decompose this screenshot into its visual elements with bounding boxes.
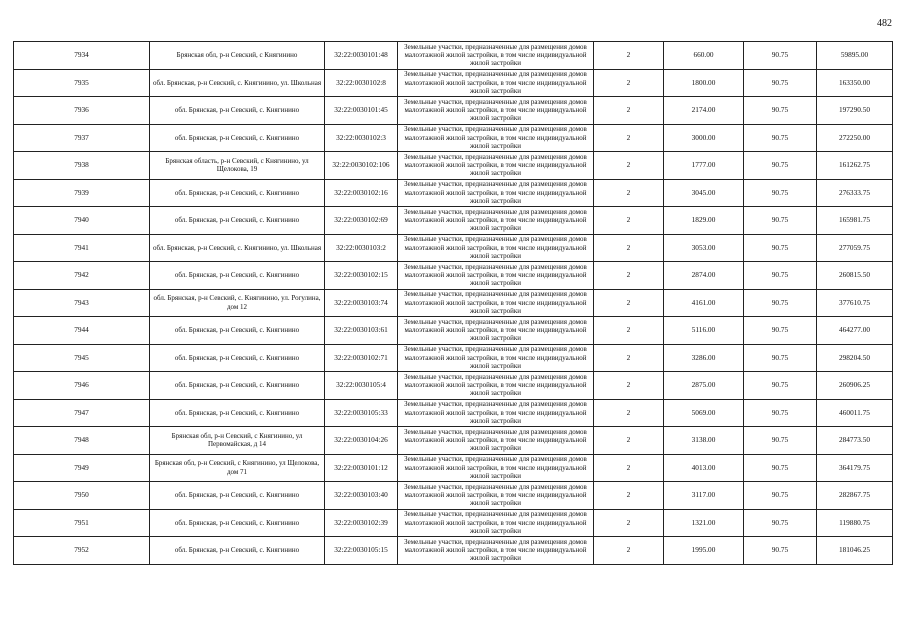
table-row	[14, 427, 893, 455]
address-cell: обл. Брянская, р-н Севский, с. Княгинино	[150, 344, 325, 372]
group-cell: 2	[594, 509, 664, 537]
table-row	[14, 124, 893, 152]
cadastral-value-cell: 284773.50	[817, 427, 893, 455]
land-use-cell: Земельные участки, предназначенные для размещения домов малоэтажной жилой застройки, в том числе индивидуальной жилой застройки	[398, 152, 594, 180]
group-cell: 2	[594, 372, 664, 400]
land-use-cell: Земельные участки, предназначенные для размещения домов малоэтажной жилой застройки, в том числе индивидуальной жилой застройки	[398, 207, 594, 235]
land-use-cell: Земельные участки, предназначенные для размещения домов малоэтажной жилой застройки, в том числе индивидуальной жилой застройки	[398, 124, 594, 152]
area-cell: 3138.00	[664, 427, 744, 455]
row-number-cell: 7946	[14, 372, 150, 400]
row-number-cell: 7938	[14, 152, 150, 180]
page-number: 482	[877, 18, 892, 29]
land-use-cell: Земельные участки, предназначенные для размещения домов малоэтажной жилой застройки, в том числе индивидуальной жилой застройки	[398, 179, 594, 207]
group-cell: 2	[594, 179, 664, 207]
group-cell: 2	[594, 427, 664, 455]
specific-value-cell: 90.75	[744, 427, 817, 455]
cadastral-value-cell: 377610.75	[817, 289, 893, 317]
row-number-cell: 7951	[14, 509, 150, 537]
cadastral-number-cell: 32:22:0030103:40	[325, 482, 398, 510]
specific-value-cell: 90.75	[744, 42, 817, 70]
address-cell: обл. Брянская, р-н Севский, с. Княгинино	[150, 262, 325, 290]
table-row	[14, 179, 893, 207]
area-cell: 3117.00	[664, 482, 744, 510]
table-row	[14, 454, 893, 482]
group-cell: 2	[594, 289, 664, 317]
row-number-cell: 7936	[14, 97, 150, 125]
area-cell: 1321.00	[664, 509, 744, 537]
cadastral-value-cell: 464277.00	[817, 317, 893, 345]
address-cell: Брянская обл, р-н Севский, с Княгинино, ул Первомайская, д 14	[150, 427, 325, 455]
address-cell: обл. Брянская, р-н Севский, с. Княгинино	[150, 179, 325, 207]
cadastral-value-cell: 276333.75	[817, 179, 893, 207]
cadastral-value-cell: 197290.50	[817, 97, 893, 125]
table-row	[14, 317, 893, 345]
specific-value-cell: 90.75	[744, 399, 817, 427]
cadastral-value-cell: 298204.50	[817, 344, 893, 372]
table-body	[14, 42, 893, 565]
cadastral-number-cell: 32:22:0030102:39	[325, 509, 398, 537]
row-number-cell: 7943	[14, 289, 150, 317]
specific-value-cell: 90.75	[744, 344, 817, 372]
cadastral-value-cell: 277059.75	[817, 234, 893, 262]
group-cell: 2	[594, 482, 664, 510]
row-number-cell: 7941	[14, 234, 150, 262]
cadastral-value-cell: 364179.75	[817, 454, 893, 482]
land-use-cell: Земельные участки, предназначенные для размещения домов малоэтажной жилой застройки, в том числе индивидуальной жилой застройки	[398, 317, 594, 345]
row-number-cell: 7937	[14, 124, 150, 152]
area-cell: 1829.00	[664, 207, 744, 235]
area-cell: 660.00	[664, 42, 744, 70]
area-cell: 2875.00	[664, 372, 744, 400]
cadastral-value-cell: 119880.75	[817, 509, 893, 537]
area-cell: 1800.00	[664, 69, 744, 97]
specific-value-cell: 90.75	[744, 537, 817, 565]
address-cell: Брянская область, р-н Севский, с Княгинино, ул Щелокова, 19	[150, 152, 325, 180]
area-cell: 4013.00	[664, 454, 744, 482]
table-row	[14, 234, 893, 262]
group-cell: 2	[594, 207, 664, 235]
group-cell: 2	[594, 344, 664, 372]
cadastral-value-cell: 282867.75	[817, 482, 893, 510]
cadastral-value-cell: 181046.25	[817, 537, 893, 565]
cadastral-number-cell: 32:22:0030101:48	[325, 42, 398, 70]
land-use-cell: Земельные участки, предназначенные для размещения домов малоэтажной жилой застройки, в том числе индивидуальной жилой застройки	[398, 537, 594, 565]
specific-value-cell: 90.75	[744, 454, 817, 482]
area-cell: 3000.00	[664, 124, 744, 152]
cadastral-value-cell: 161262.75	[817, 152, 893, 180]
cadastral-number-cell: 32:22:0030102:8	[325, 69, 398, 97]
cadastral-number-cell: 32:22:0030102:71	[325, 344, 398, 372]
row-number-cell: 7944	[14, 317, 150, 345]
cadastral-number-cell: 32:22:0030105:15	[325, 537, 398, 565]
address-cell: обл. Брянская, р-н Севский, с. Княгинино	[150, 537, 325, 565]
row-number-cell: 7952	[14, 537, 150, 565]
cadastral-value-table	[13, 41, 893, 565]
cadastral-number-cell: 32:22:0030103:2	[325, 234, 398, 262]
area-cell: 1777.00	[664, 152, 744, 180]
address-cell: обл. Брянская, р-н Севский, с. Княгинино	[150, 124, 325, 152]
land-use-cell: Земельные участки, предназначенные для размещения домов малоэтажной жилой застройки, в том числе индивидуальной жилой застройки	[398, 262, 594, 290]
cadastral-number-cell: 32:22:0030103:61	[325, 317, 398, 345]
specific-value-cell: 90.75	[744, 234, 817, 262]
row-number-cell: 7949	[14, 454, 150, 482]
address-cell: обл. Брянская, р-н Севский, с. Княгинино	[150, 207, 325, 235]
group-cell: 2	[594, 262, 664, 290]
address-cell: обл. Брянская, р-н Севский, с. Княгинино, ул. Школьная	[150, 69, 325, 97]
cadastral-value-cell: 272250.00	[817, 124, 893, 152]
cadastral-number-cell: 32:22:0030102:69	[325, 207, 398, 235]
specific-value-cell: 90.75	[744, 97, 817, 125]
table-row	[14, 42, 893, 70]
land-use-cell: Земельные участки, предназначенные для размещения домов малоэтажной жилой застройки, в том числе индивидуальной жилой застройки	[398, 482, 594, 510]
address-cell: обл. Брянская, р-н Севский, с. Княгинино	[150, 317, 325, 345]
group-cell: 2	[594, 124, 664, 152]
area-cell: 1995.00	[664, 537, 744, 565]
area-cell: 2174.00	[664, 97, 744, 125]
land-use-cell: Земельные участки, предназначенные для размещения домов малоэтажной жилой застройки, в том числе индивидуальной жилой застройки	[398, 427, 594, 455]
cadastral-number-cell: 32:22:0030102:106	[325, 152, 398, 180]
address-cell: обл. Брянская, р-н Севский, с. Княгинино	[150, 509, 325, 537]
table-row	[14, 372, 893, 400]
table-row	[14, 97, 893, 125]
cadastral-value-cell: 260906.25	[817, 372, 893, 400]
table-row	[14, 482, 893, 510]
cadastral-number-cell: 32:22:0030102:15	[325, 262, 398, 290]
specific-value-cell: 90.75	[744, 262, 817, 290]
specific-value-cell: 90.75	[744, 372, 817, 400]
cadastral-number-cell: 32:22:0030103:74	[325, 289, 398, 317]
row-number-cell: 7950	[14, 482, 150, 510]
land-use-cell: Земельные участки, предназначенные для размещения домов малоэтажной жилой застройки, в том числе индивидуальной жилой застройки	[398, 97, 594, 125]
cadastral-value-cell: 59895.00	[817, 42, 893, 70]
land-use-cell: Земельные участки, предназначенные для размещения домов малоэтажной жилой застройки, в том числе индивидуальной жилой застройки	[398, 234, 594, 262]
cadastral-number-cell: 32:22:0030102:16	[325, 179, 398, 207]
land-use-cell: Земельные участки, предназначенные для размещения домов малоэтажной жилой застройки, в том числе индивидуальной жилой застройки	[398, 344, 594, 372]
group-cell: 2	[594, 97, 664, 125]
land-use-cell: Земельные участки, предназначенные для размещения домов малоэтажной жилой застройки, в том числе индивидуальной жилой застройки	[398, 69, 594, 97]
specific-value-cell: 90.75	[744, 124, 817, 152]
table-row	[14, 289, 893, 317]
table-row	[14, 69, 893, 97]
area-cell: 3045.00	[664, 179, 744, 207]
cadastral-number-cell: 32:22:0030104:26	[325, 427, 398, 455]
cadastral-value-cell: 165981.75	[817, 207, 893, 235]
group-cell: 2	[594, 69, 664, 97]
row-number-cell: 7939	[14, 179, 150, 207]
specific-value-cell: 90.75	[744, 179, 817, 207]
table-row	[14, 537, 893, 565]
area-cell: 4161.00	[664, 289, 744, 317]
land-use-cell: Земельные участки, предназначенные для размещения домов малоэтажной жилой застройки, в том числе индивидуальной жилой застройки	[398, 372, 594, 400]
table-row	[14, 399, 893, 427]
address-cell: обл. Брянская, р-н Севский, с. Княгинино	[150, 372, 325, 400]
group-cell: 2	[594, 152, 664, 180]
address-cell: обл. Брянская, р-н Севский, с. Княгинино, ул. Рогулина, дом 12	[150, 289, 325, 317]
cadastral-number-cell: 32:22:0030102:3	[325, 124, 398, 152]
cadastral-number-cell: 32:22:0030105:4	[325, 372, 398, 400]
land-use-cell: Земельные участки, предназначенные для размещения домов малоэтажной жилой застройки, в том числе индивидуальной жилой застройки	[398, 289, 594, 317]
table-row	[14, 344, 893, 372]
area-cell: 2874.00	[664, 262, 744, 290]
area-cell: 3286.00	[664, 344, 744, 372]
row-number-cell: 7942	[14, 262, 150, 290]
cadastral-value-cell: 260815.50	[817, 262, 893, 290]
specific-value-cell: 90.75	[744, 482, 817, 510]
table-row	[14, 509, 893, 537]
specific-value-cell: 90.75	[744, 317, 817, 345]
group-cell: 2	[594, 399, 664, 427]
specific-value-cell: 90.75	[744, 289, 817, 317]
address-cell: обл. Брянская, р-н Севский, с. Княгинино	[150, 482, 325, 510]
group-cell: 2	[594, 317, 664, 345]
table-row	[14, 207, 893, 235]
row-number-cell: 7935	[14, 69, 150, 97]
row-number-cell: 7945	[14, 344, 150, 372]
cadastral-number-cell: 32:22:0030101:12	[325, 454, 398, 482]
row-number-cell: 7934	[14, 42, 150, 70]
cadastral-value-cell: 163350.00	[817, 69, 893, 97]
row-number-cell: 7948	[14, 427, 150, 455]
group-cell: 2	[594, 537, 664, 565]
table-row	[14, 262, 893, 290]
area-cell: 3053.00	[664, 234, 744, 262]
land-use-cell: Земельные участки, предназначенные для размещения домов малоэтажной жилой застройки, в том числе индивидуальной жилой застройки	[398, 454, 594, 482]
specific-value-cell: 90.75	[744, 152, 817, 180]
specific-value-cell: 90.75	[744, 207, 817, 235]
specific-value-cell: 90.75	[744, 509, 817, 537]
address-cell: Брянская обл, р-н Севский, с Княгинино, ул Щелокова, дом 71	[150, 454, 325, 482]
row-number-cell: 7947	[14, 399, 150, 427]
cadastral-value-cell: 460011.75	[817, 399, 893, 427]
group-cell: 2	[594, 454, 664, 482]
area-cell: 5069.00	[664, 399, 744, 427]
land-use-cell: Земельные участки, предназначенные для размещения домов малоэтажной жилой застройки, в том числе индивидуальной жилой застройки	[398, 399, 594, 427]
area-cell: 5116.00	[664, 317, 744, 345]
address-cell: обл. Брянская, р-н Севский, с. Княгинино, ул. Школьная	[150, 234, 325, 262]
address-cell: обл. Брянская, р-н Севский, с. Княгинино	[150, 97, 325, 125]
address-cell: Брянская обл, р-н Севский, с Княгинино	[150, 42, 325, 70]
group-cell: 2	[594, 234, 664, 262]
land-use-cell: Земельные участки, предназначенные для размещения домов малоэтажной жилой застройки, в том числе индивидуальной жилой застройки	[398, 509, 594, 537]
land-use-cell: Земельные участки, предназначенные для размещения домов малоэтажной жилой застройки, в том числе индивидуальной жилой застройки	[398, 42, 594, 70]
group-cell: 2	[594, 42, 664, 70]
specific-value-cell: 90.75	[744, 69, 817, 97]
row-number-cell: 7940	[14, 207, 150, 235]
cadastral-number-cell: 32:22:0030101:45	[325, 97, 398, 125]
table-row	[14, 152, 893, 180]
address-cell: обл. Брянская, р-н Севский, с. Княгинино	[150, 399, 325, 427]
cadastral-number-cell: 32:22:0030105:33	[325, 399, 398, 427]
